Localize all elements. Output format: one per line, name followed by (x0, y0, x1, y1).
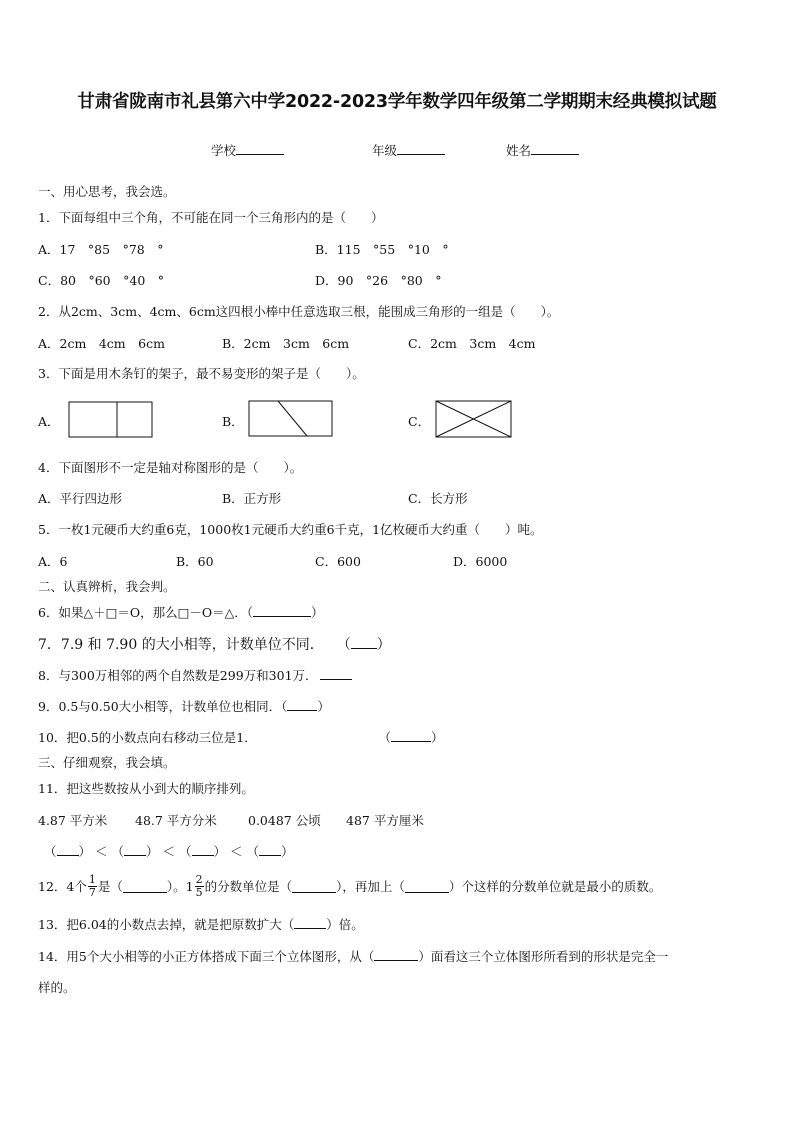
less-than-sign: ＜ (95, 844, 108, 859)
q14-tail: ）面看这三个立体图形所看到的形状是完全一 (418, 949, 669, 964)
q4-option-b[interactable]: B．正方形 (222, 491, 282, 506)
question-12 (38, 869, 661, 903)
q11-blank-3[interactable] (192, 843, 214, 856)
q5-option-c[interactable]: C．600 (315, 554, 361, 569)
q1-option-a[interactable]: A．17 °85 °78 ° (38, 242, 164, 257)
q4-option-c[interactable]: C．长方形 (408, 491, 468, 506)
fraction-one-seventh (88, 874, 97, 899)
q11-item: 4.87 平方米 (38, 813, 108, 828)
q14-answer-blank[interactable] (374, 948, 418, 961)
q11-close: ） (146, 844, 159, 859)
q12-blank-2[interactable] (292, 880, 336, 893)
q11-close: ） (281, 844, 294, 859)
question-13 (38, 915, 364, 933)
school-label: 学校 (211, 143, 237, 158)
fraction-denominator: 5 (195, 885, 203, 899)
q9-close: ） (317, 699, 330, 714)
q3-option-a[interactable]: A． (38, 414, 60, 429)
q1-option-b[interactable]: B．115 °55 °10 ° (315, 242, 449, 257)
question-1: 1．下面每组中三个角，不可能在同一个三角形内的是（ ） (38, 210, 384, 225)
q5-option-d[interactable]: D．6000 (453, 554, 508, 569)
fraction-numerator: 1 (88, 872, 96, 886)
q10-answer-blank[interactable] (391, 729, 431, 742)
question-7 (38, 634, 391, 654)
page-title: 甘肃省陇南市礼县第六中学2022-2023学年数学四年级第二学期期末经典模拟试题 (77, 92, 717, 112)
q7-close: ） (376, 637, 391, 653)
school-blank[interactable] (236, 143, 284, 155)
q6-text: 6．如果△＋□＝O，那么□－O＝△．（ (38, 605, 254, 620)
question-4: 4．下面图形不一定是轴对称图形的是（ ）。 (38, 460, 303, 475)
rectangle-frame-cross-brace-icon (435, 400, 513, 439)
section-heading-2: 二、认真辨析，我会判。 (38, 579, 176, 594)
q12-part-2: 是（ (97, 879, 123, 894)
fraction-numerator: 2 (195, 872, 203, 886)
q11-item: 48.7 平方分米 (135, 813, 217, 828)
q2-option-a[interactable]: A．2cm 4cm 6cm (38, 336, 165, 351)
section-heading-1: 一、用心思考，我会选。 (38, 184, 176, 199)
rectangle-frame-single-brace-icon (248, 400, 334, 438)
q12-part-3: ）。1 (166, 879, 194, 894)
q6-answer-blank[interactable] (253, 604, 311, 617)
question-8 (38, 666, 352, 684)
q1-option-d[interactable]: D．90 °26 °80 ° (315, 273, 442, 288)
q12-part-5: ），再加上（ (336, 879, 405, 894)
q7-open: （ (343, 637, 351, 653)
q12-part-4: 的分数单位是（ (204, 879, 293, 894)
q7-answer-blank[interactable] (351, 636, 377, 649)
q10-text: 10．把0.5的小数点向右移动三位是1． (38, 730, 257, 745)
name-field (506, 141, 579, 159)
q11-close: ） (78, 844, 92, 859)
q11-blank-2[interactable] (124, 843, 146, 856)
question-6 (38, 603, 324, 621)
name-blank[interactable] (531, 143, 579, 155)
q11-open: （ (179, 844, 192, 859)
question-10 (38, 728, 444, 746)
q12-part-1: 12．4个 (38, 879, 87, 894)
q9-text: 9．0.5与0.50大小相等，计数单位也相同．（ (38, 699, 288, 714)
q14-text: 14．用5个大小相等的小正方体搭成下面三个立体图形，从（ (38, 949, 375, 964)
question-3: 3．下面是用木条钉的架子，最不易变形的架子是（ ）。 (38, 366, 365, 381)
q11-item: 487 平方厘米 (346, 813, 424, 828)
school-field (211, 141, 284, 159)
q10-close: ） (431, 730, 444, 745)
q11-open: （ (44, 844, 57, 859)
q3-option-b[interactable]: B． (222, 414, 244, 429)
q11-open: （ (246, 844, 260, 859)
q13-text: 13．把6.04的小数点去掉，就是把原数扩大（ (38, 917, 295, 932)
q8-answer-blank[interactable] (320, 667, 352, 680)
question-14-line-2: 样的。 (38, 980, 76, 995)
question-5: 5．一枚1元硬币大约重6克，1000枚1元硬币大约重6千克，1亿枚硬币大约重（ ）吨。 (38, 522, 543, 537)
section-heading-3: 三、仔细观察，我会填。 (38, 755, 176, 770)
q12-blank-3[interactable] (405, 880, 449, 893)
q1-option-c[interactable]: C．80 °60 °40 ° (38, 273, 165, 288)
question-9 (38, 697, 330, 715)
q10-open: （ (384, 730, 392, 745)
q5-option-a[interactable]: A．6 (38, 554, 68, 569)
q13-close: ）倍。 (326, 917, 364, 932)
q4-option-a[interactable]: A．平行四边形 (38, 491, 123, 506)
question-2: 2．从2cm、3cm、4cm、6cm这四根小棒中任意选取三根，能围成三角形的一组是（ ）。 (38, 304, 560, 319)
q11-blank-4[interactable] (259, 843, 281, 856)
question-11: 11．把这些数按从小到大的顺序排列。 (38, 781, 254, 796)
less-than-sign: ＜ (230, 844, 243, 859)
fraction-two-fifths (195, 874, 204, 899)
q11-blank-1[interactable] (57, 843, 79, 856)
q13-answer-blank[interactable] (294, 916, 326, 929)
question-14 (38, 947, 668, 965)
q2-option-b[interactable]: B．2cm 3cm 6cm (222, 336, 350, 351)
grade-blank[interactable] (397, 143, 445, 155)
q11-close: ） (213, 844, 227, 859)
fraction-denominator: 7 (88, 885, 96, 899)
q6-close: ） (311, 605, 324, 620)
less-than-sign: ＜ (162, 844, 176, 859)
q5-option-b[interactable]: B．60 (176, 554, 214, 569)
q7-text: 7．7.9 和 7.90 的大小相等，计数单位不同． (38, 637, 324, 653)
grade-field (372, 141, 445, 159)
rectangle-frame-divided-icon (68, 401, 154, 439)
q12-part-6: ）个这样的分数单位就是最小的质数。 (448, 879, 662, 894)
q8-text: 8．与300万相邻的两个自然数是299万和301万． (38, 668, 318, 683)
grade-label: 年级 (372, 143, 398, 158)
q3-option-c[interactable]: C． (408, 414, 431, 429)
q11-open: （ (111, 844, 125, 859)
q9-answer-blank[interactable] (287, 698, 317, 711)
q12-blank-1[interactable] (123, 880, 167, 893)
name-label: 姓名 (506, 143, 532, 158)
q11-item: 0.0487 公顷 (248, 813, 321, 828)
q2-option-c[interactable]: C．2cm 3cm 4cm (408, 336, 536, 351)
q11-order-row (44, 842, 294, 860)
